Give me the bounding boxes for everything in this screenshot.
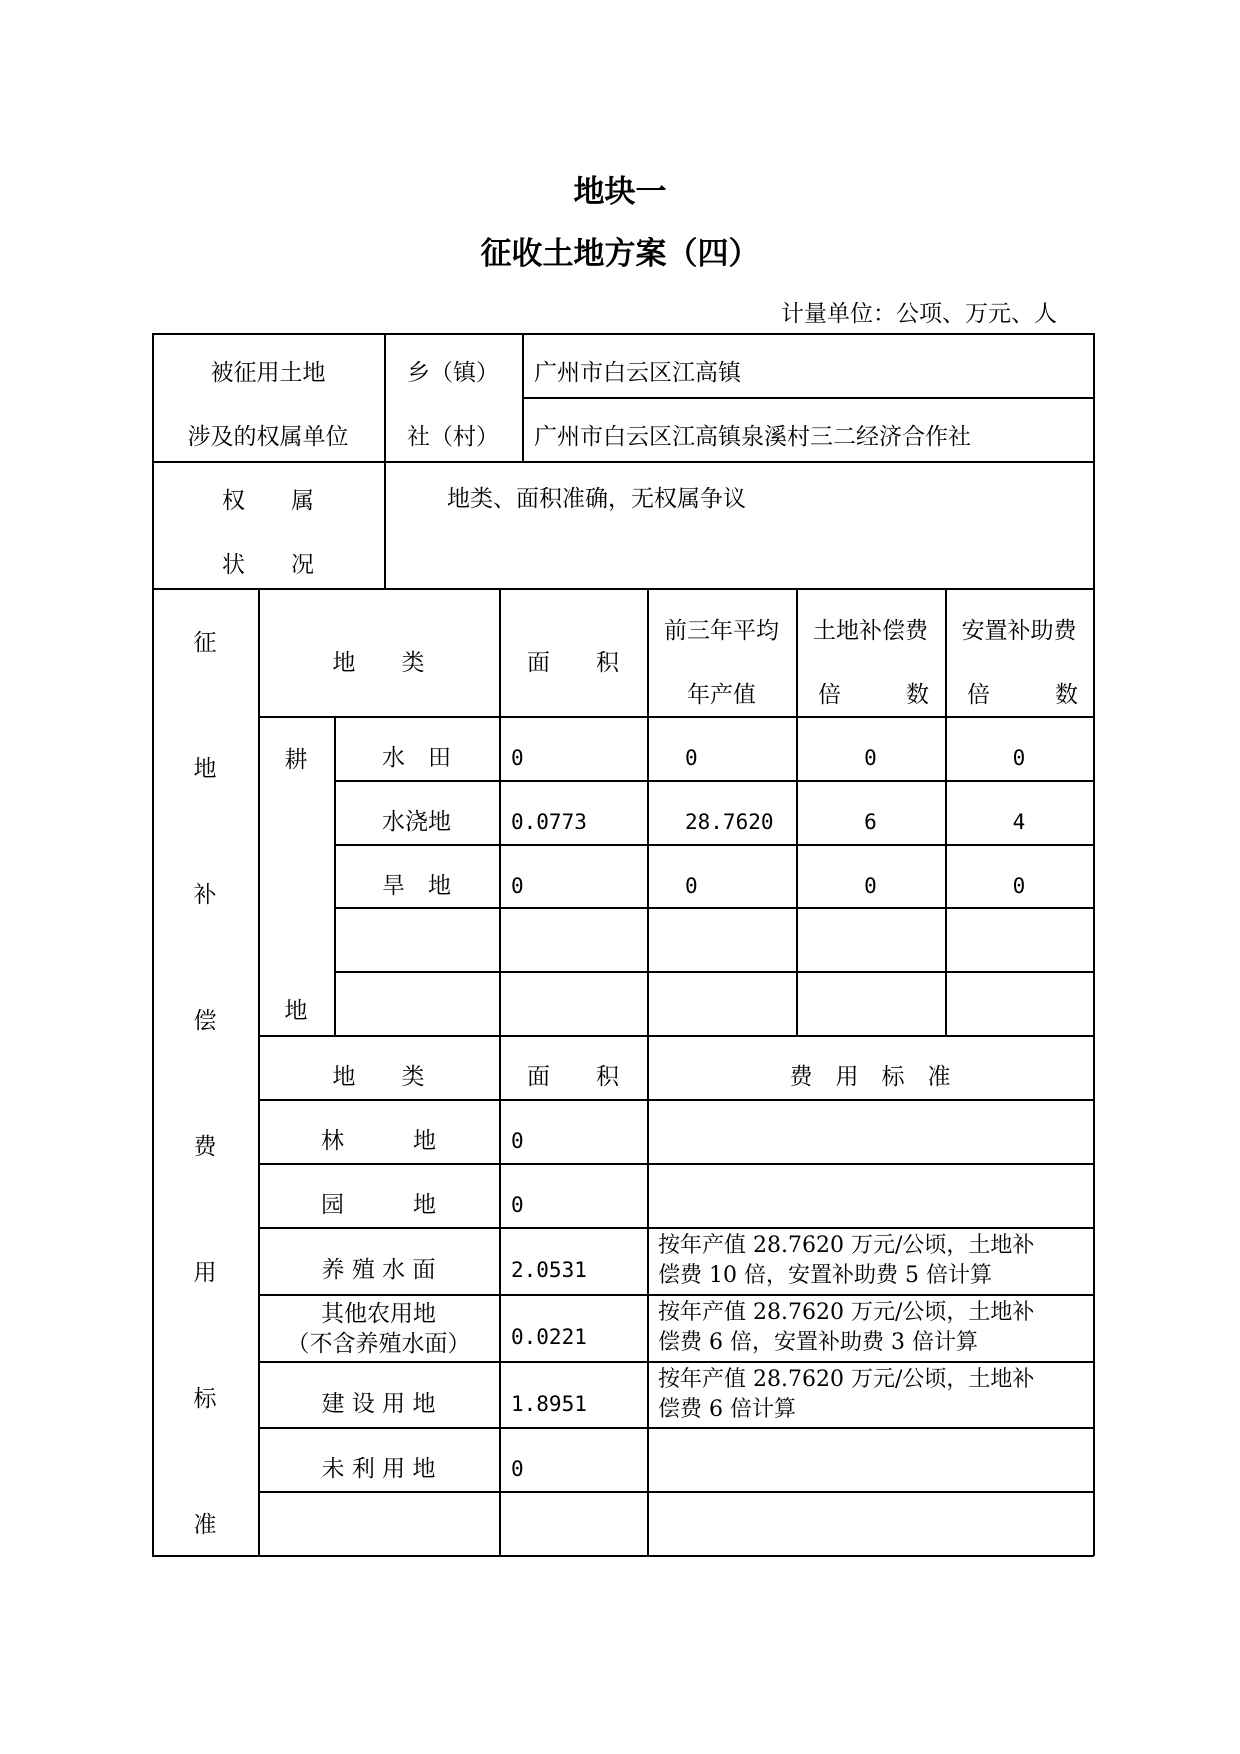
- row-divider: [258, 1427, 1094, 1429]
- col-header-area: 面 积: [527, 1064, 619, 1090]
- table-row-standard: 按年产值 28.7620 万元/公顷，土地补: [658, 1300, 1035, 1325]
- col-header-output: 年产值: [687, 682, 756, 708]
- table-row-standard: 偿费 6 倍计算: [658, 1397, 796, 1422]
- table-row-type: 旱 地: [382, 873, 451, 899]
- table-row-area: 0.0773: [511, 810, 587, 834]
- village-value: 广州市白云区江高镇泉溪村三二经济合作社: [534, 424, 971, 450]
- col-header-resettlement: 安置补助费: [961, 618, 1077, 644]
- owner-unit-label: 涉及的权属单位: [187, 424, 349, 450]
- col-header-compensation: 倍: [818, 682, 841, 708]
- table-row-area: 0: [511, 1457, 524, 1481]
- table-row-standard: 偿费 6 倍，安置补助费 3 倍计算: [658, 1330, 978, 1355]
- town-label: 乡（镇）: [407, 360, 499, 386]
- table-row-resettlement: 0: [1012, 874, 1026, 898]
- row-divider: [335, 780, 1094, 782]
- table-row-area: 0: [511, 1129, 524, 1153]
- table-row-type: 水浇地: [382, 809, 451, 835]
- standard-side-char: 标: [193, 1386, 217, 1412]
- row-divider: [258, 1361, 1094, 1363]
- row-divider: [258, 1491, 1094, 1493]
- cultivated-group-label: 耕: [284, 747, 308, 773]
- row-divider: [335, 844, 1094, 846]
- table-row-resettlement: 4: [1012, 810, 1026, 834]
- table-row-area: 0: [511, 1193, 524, 1217]
- col-header-area: 面 积: [527, 650, 619, 676]
- row-divider: [523, 397, 1094, 399]
- row-divider: [258, 1099, 1094, 1101]
- village-label: 社（村）: [407, 424, 499, 450]
- table-row-area: 0.0221: [511, 1325, 587, 1349]
- standard-side-char: 用: [193, 1260, 217, 1286]
- table-border-right: [1093, 333, 1095, 1556]
- table-border-bottom: [152, 1555, 1094, 1557]
- owner-unit-label: 被征用土地: [210, 360, 326, 386]
- row-divider: [258, 716, 1094, 718]
- ownership-status-label: 状 况: [222, 552, 314, 578]
- col-header-resettlement: 数: [1055, 682, 1078, 708]
- table-row-area: 0: [511, 746, 524, 770]
- table-row-type: 水 田: [382, 745, 451, 771]
- unit-note: 计量单位：公项、万元、人: [781, 301, 1057, 327]
- page-title: 地块一: [573, 174, 667, 210]
- row-divider: [258, 1035, 1094, 1037]
- table-row-output: 28.7620: [685, 810, 774, 834]
- standard-side-char: 偿: [193, 1008, 217, 1034]
- row-divider: [258, 1227, 1094, 1229]
- table-row-type: 林 地: [321, 1128, 436, 1154]
- col-header-land-type: 地 类: [332, 1064, 425, 1090]
- col-header-output: 前三年平均: [664, 618, 779, 644]
- table-row-standard: 偿费 10 倍，安置补助费 5 倍计算: [658, 1263, 992, 1288]
- col-header-compensation: 土地补偿费: [813, 618, 928, 644]
- table-row-output: 0: [685, 746, 698, 770]
- row-divider: [258, 1294, 1094, 1296]
- table-row-type: 养 殖 水 面: [321, 1257, 436, 1283]
- col-header-land-type: 地 类: [332, 650, 425, 676]
- table-row-compensation: 6: [864, 810, 877, 834]
- col-header-fee-standard: 费 用 标 准: [789, 1064, 951, 1090]
- standard-side-char: 准: [193, 1512, 217, 1538]
- row-divider: [152, 461, 1094, 463]
- table-row-type: 建 设 用 地: [321, 1391, 436, 1417]
- table-row-area: 0: [511, 874, 524, 898]
- standard-side-char: 补: [193, 882, 217, 908]
- table-row-output: 0: [685, 874, 698, 898]
- row-divider: [258, 1163, 1094, 1165]
- table-row-compensation: 0: [864, 874, 877, 898]
- col-header-resettlement: 倍: [967, 682, 990, 708]
- table-row-standard: 按年产值 28.7620 万元/公顷，土地补: [658, 1233, 1035, 1258]
- col-header-compensation: 数: [906, 682, 929, 708]
- standard-side-char: 地: [193, 756, 217, 782]
- table-row-area: 2.0531: [511, 1258, 587, 1282]
- ownership-status-value: 地类、面积准确，无权属争议: [447, 486, 746, 512]
- ownership-status-label: 权 属: [222, 488, 314, 514]
- table-border-top: [152, 333, 1094, 335]
- row-divider: [152, 588, 1094, 590]
- col-divider: [522, 333, 524, 461]
- town-value: 广州市白云区江高镇: [534, 360, 741, 386]
- table-row-type: 园 地: [321, 1192, 436, 1218]
- standard-side-char: 费: [193, 1134, 217, 1160]
- row-divider: [335, 907, 1094, 909]
- standard-side-char: 征: [193, 630, 217, 656]
- table-row-type: （不含养殖水面）: [286, 1331, 471, 1357]
- table-row-area: 1.8951: [511, 1392, 587, 1416]
- table-row-compensation: 0: [864, 746, 877, 770]
- cultivated-group-label: 地: [284, 998, 308, 1024]
- table-row-type: 未 利 用 地: [321, 1456, 436, 1482]
- table-row-standard: 按年产值 28.7620 万元/公顷，土地补: [658, 1367, 1035, 1392]
- row-divider: [335, 971, 1094, 973]
- page-subtitle: 征收土地方案（四）: [480, 236, 760, 272]
- table-row-type: 其他农用地: [321, 1301, 436, 1327]
- table-row-resettlement: 0: [1012, 746, 1026, 770]
